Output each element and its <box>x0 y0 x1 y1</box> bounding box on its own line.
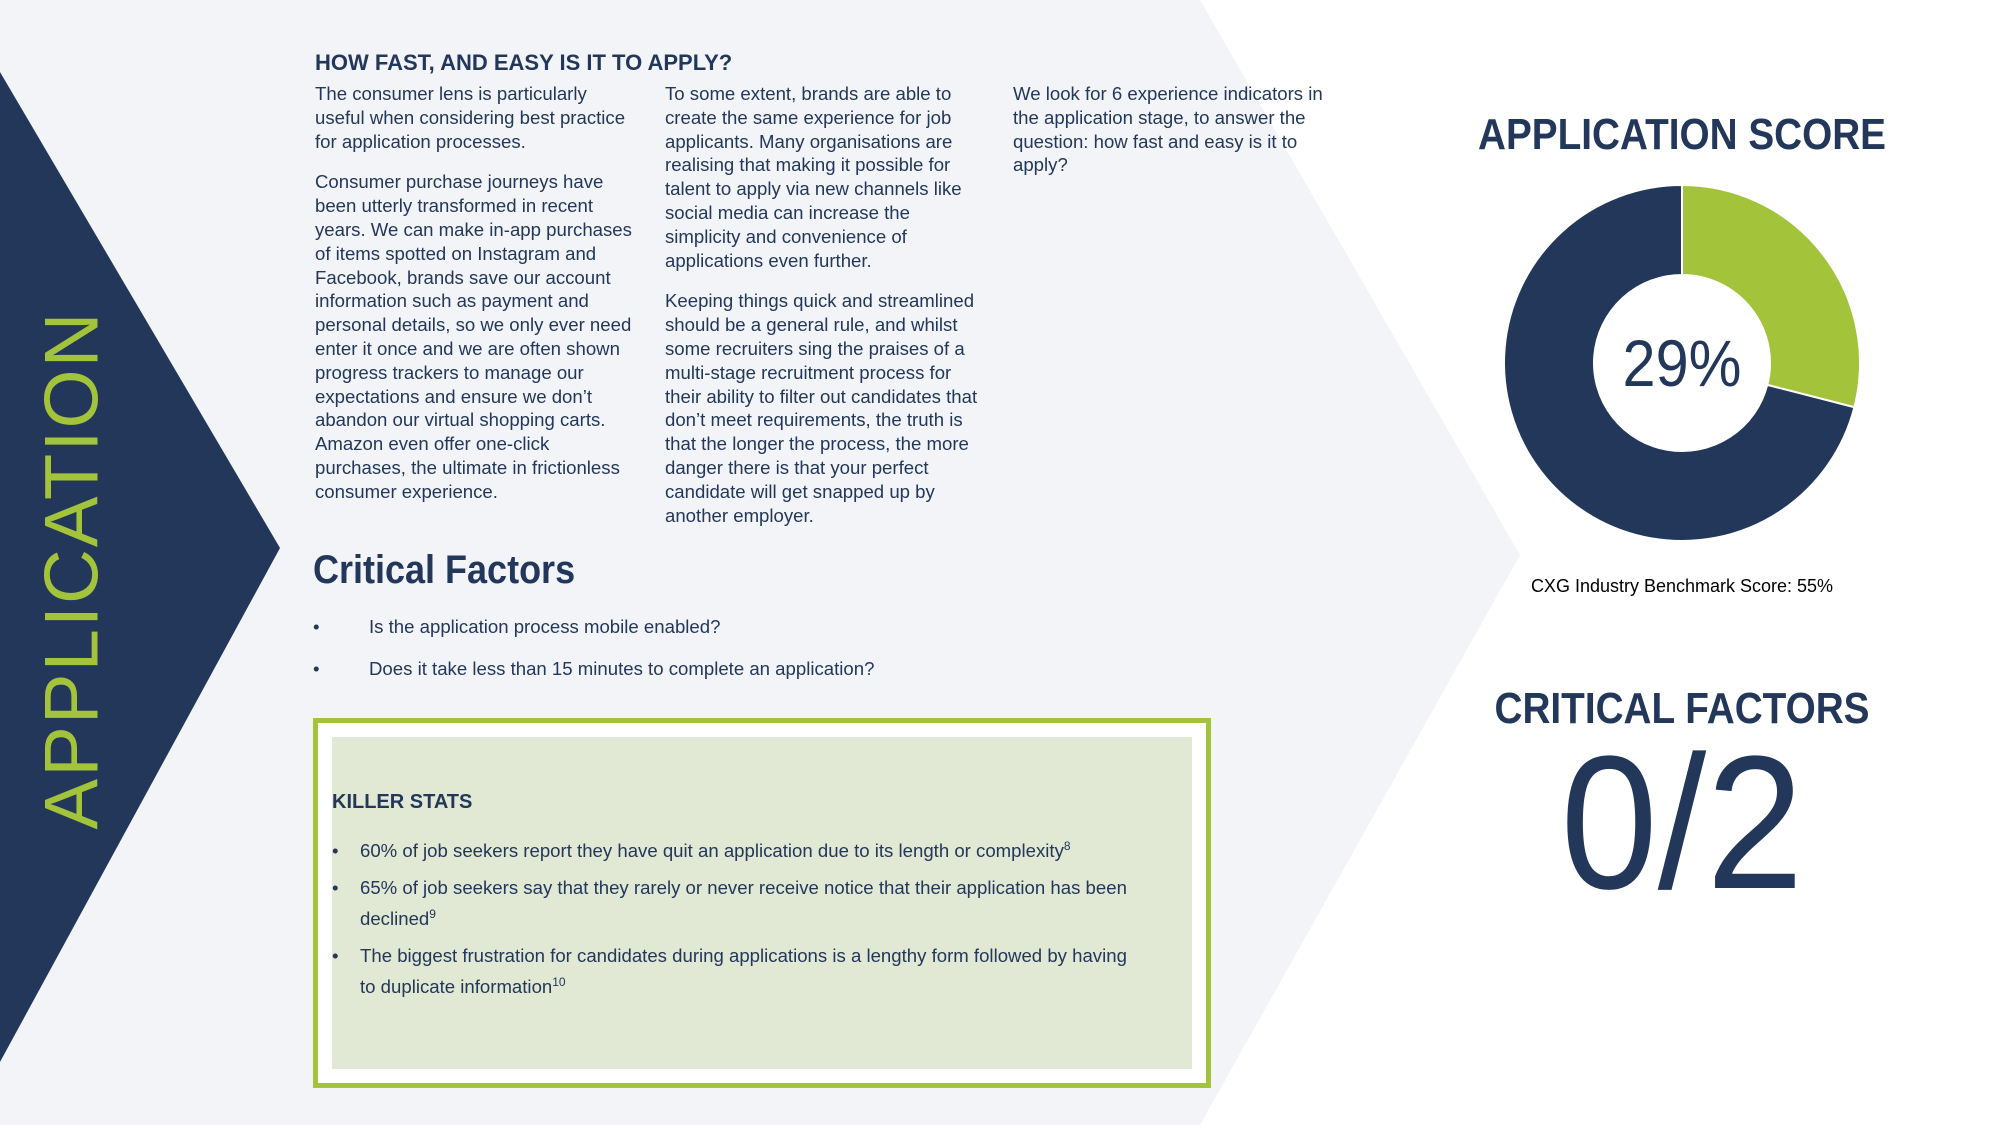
bullet-icon: • <box>332 945 339 966</box>
killer-stats-title: KILLER STATS <box>332 791 473 813</box>
list-item-text: Does it take less than 15 minutes to complete an application? <box>369 658 875 679</box>
list-item <box>332 872 1132 934</box>
killer-stats-panel <box>332 737 1192 1069</box>
list-item <box>313 656 874 681</box>
application-score-title: APPLICATION SCORE <box>1477 110 1887 159</box>
killer-stats-list <box>332 835 1132 1008</box>
footnote-ref: 10 <box>552 974 566 989</box>
score-value-label: 29% <box>1622 326 1742 400</box>
sidebar-title: APPLICATION <box>29 310 115 830</box>
stat-text: The biggest frustration for candidates during applications is a lengthy form followed by having to duplicate information <box>360 945 1127 997</box>
intro-column-3 <box>1013 82 1343 194</box>
killer-stats-box <box>313 718 1211 1088</box>
bullet-icon: • <box>332 877 339 898</box>
section-heading: HOW FAST, AND EASY IS IT TO APPLY? <box>315 50 733 75</box>
paragraph: The consumer lens is particularly useful when considering best practice for application processes. <box>315 83 626 152</box>
list-item-text: Is the application process mobile enabled? <box>369 616 721 637</box>
paragraph: Keeping things quick and streamlined should be a general rule, and whilst some recruiters sing the praises of a multi-stage recruitment process for their ability to filter out candidates that don’t meet requirements, the truth is that the longer the process, the more danger there is that your perfect candidate will get snapped up by another employer. <box>665 290 978 526</box>
stat-text: 65% of job seekers say that they rarely or never receive notice that their application has been declined <box>360 877 1127 929</box>
bullet-icon: • <box>332 840 339 861</box>
bullet-icon: • <box>313 658 320 679</box>
intro-column-1 <box>315 82 633 521</box>
critical-factors-score-value: 0/2 <box>1560 717 1804 929</box>
stat-text: 60% of job seekers report they have quit an application due to its length or complexity <box>360 840 1064 861</box>
intro-column-2 <box>665 82 983 544</box>
bullet-icon: • <box>313 616 320 637</box>
critical-factors-heading: Critical Factors <box>313 548 576 592</box>
footnote-ref: 8 <box>1063 838 1071 853</box>
paragraph: We look for 6 experience indicators in the application stage, to answer the question: how fast and easy is it to apply? <box>1013 83 1323 176</box>
list-item <box>332 835 1132 866</box>
critical-factors-score-title: CRITICAL FACTORS <box>1494 684 1870 733</box>
critical-factors-list <box>313 614 874 698</box>
paragraph: To some extent, brands are able to create the same experience for job applicants. Many organisations are realising that making it possible for talent to apply via new channels like social media can increase the simplicity and convenience of applications even further. <box>665 83 962 271</box>
paragraph: Consumer purchase journeys have been utterly transformed in recent years. We can make in-app purchases of items spotted on Instagram and Facebook, brands save our account information such as payment and personal details, so we only ever need enter it once and we are often shown progress trackers to manage our expectations and ensure we don’t abandon our virtual shopping carts. Amazon even offer one-click purchases, the ultimate in frictionless consumer experience. <box>315 171 632 502</box>
benchmark-score: CXG Industry Benchmark Score: 55% <box>1530 576 1834 596</box>
footnote-ref: 9 <box>429 906 436 921</box>
list-item <box>313 614 874 639</box>
list-item <box>332 940 1132 1002</box>
